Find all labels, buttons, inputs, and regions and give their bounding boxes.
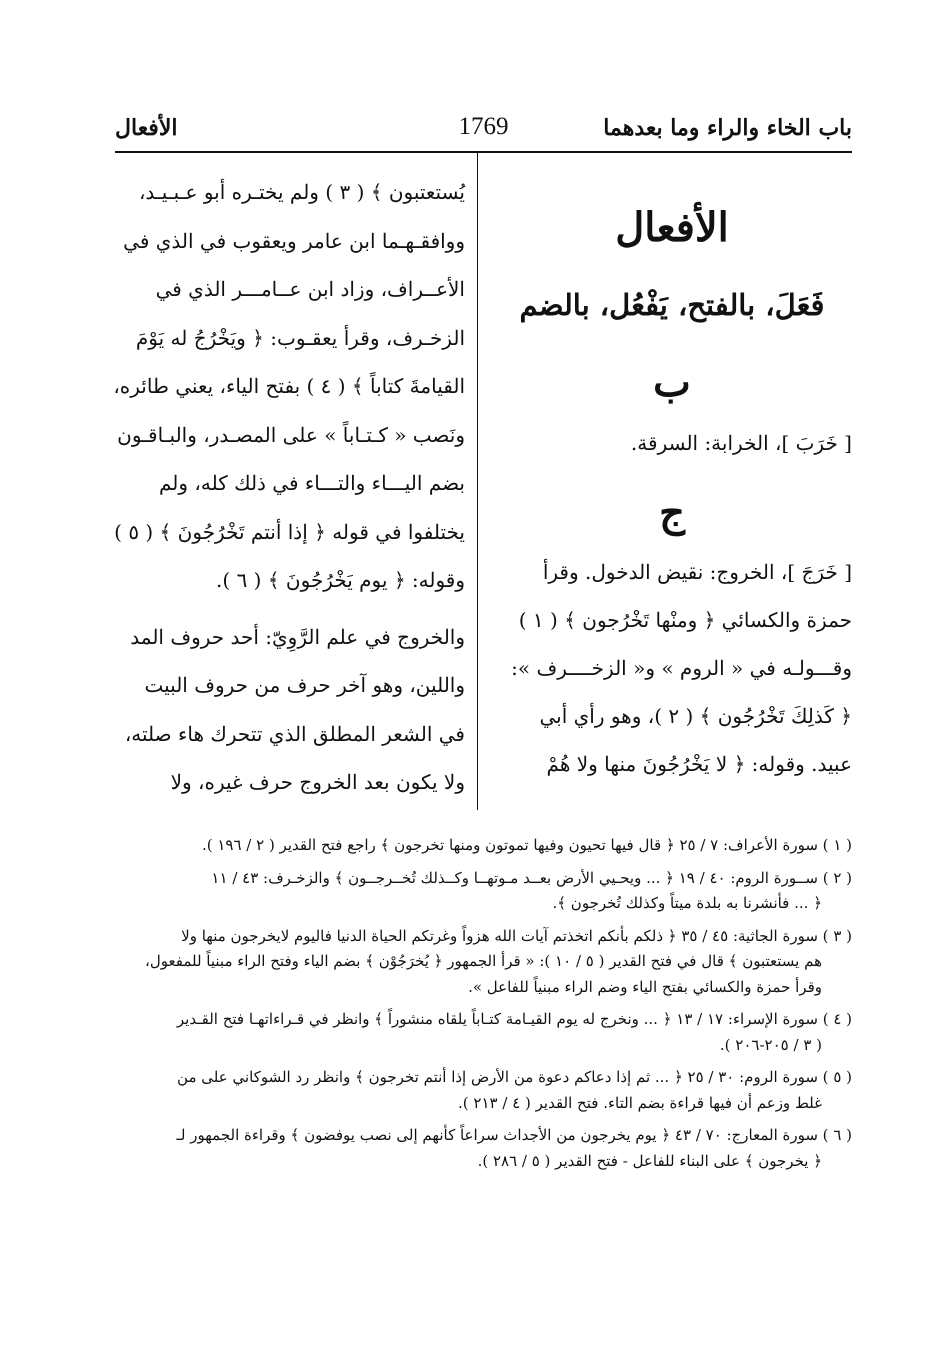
footnote-1: ( ١ ) سورة الأعراف: ٧ / ٢٥ ﴿ قال فيها تحيون وفيها تموتون ومنها تخرجون ﴾ راجع فتح القدير ( ٢ / ١٩٦ ). [201, 836, 852, 854]
footnote-4-cont: ( ٣ / ٢٠٥-٢٠٦ ). [719, 1035, 822, 1054]
entry-kharaj [492, 548, 852, 788]
text-line: القيامةَ كتاباً ﴾ ( ٤ ) بفتح الياء، يعني طائره، [113, 374, 465, 398]
text-line: ووافقـهـما ابن عامر ويعقوب في الذي في [123, 228, 465, 253]
chapter-title: باب الخاء والراء وما بعدهما [603, 115, 852, 141]
footnote-3-cont: هم يستعتبون ﴾ قال في فتح القدير ( ٥ / ١٠ ): « قرأ الجمهور ﴿ يُخرَجُوْن ﴾ بضم الياء وفتح الراء مبنياً للمفعول، [145, 952, 822, 970]
sub-heading: فَعَلَ، بالفتح، يَفْعُل، بالضم [519, 288, 825, 322]
footnote-4: ( ٤ ) سورة الإسراء: ١٧ / ١٣ ﴿ ... ونخرج له يوم القيـامة كتـاباً يلقاه منشوراً ﴾ وانظر في قـراءاتهـا فتح القـدير [176, 1010, 852, 1028]
section-title: الأفعال [115, 115, 178, 141]
footnote-5-cont: غلط وزعم أن فيها قراءة بضم التاء. فتح القدير ( ٤ / ٢١٣ ). [458, 1093, 822, 1112]
footnote-3: ( ٣ ) سورة الجاثية: ٤٥ / ٣٥ ﴿ ذلكم بأنكم اتخذتم آيات الله هزواً وغرتكم الحياة الدنيا فاليوم لايخرجون منها ولا [181, 926, 852, 945]
entry-kharab: [ خَرَبَ ]، الخرابة: السرقة. [630, 431, 852, 455]
right-column [492, 153, 852, 813]
text-line: عبيد. وقوله: ﴿ لا يَخْرُجُونَ منها ولا هُمْ [546, 752, 852, 776]
footnote-3-cont: وقرأ حمزة والكسائي بفتح الياء وضم الراء مبنياً للفاعل ». [468, 977, 822, 996]
footnotes [113, 833, 852, 1174]
page-number: 1769 [458, 113, 509, 140]
footnote-2: ( ٢ ) ســورة الروم: ٤٠ / ١٩ ﴿ ... ويحـيي الأرض بعــد مـوتهــا وكــذلك تُخــرجــون ﴾ والزخـرف: ٤٣ / ١١ [211, 868, 852, 887]
paragraph-start-line: والخروج في علم الرَّوِيّ: أحد حروف المد [130, 624, 465, 649]
text-line: [ خَرَجَ ]، الخروج: نقيض الدخول. وقرأ [542, 560, 852, 584]
text-line: يُستعتبون ﴾ ( ٣ ) ولم يختـره أبو عـبـيـد، [138, 180, 465, 204]
running-header [115, 113, 852, 151]
footnote-6-cont: ﴿ يخرجون ﴾ على البناء للفاعل - فتح القدير ( ٥ / ٢٨٦ ). [477, 1151, 822, 1170]
letter-heading-j: ج [659, 489, 685, 536]
footnote-5: ( ٥ ) سورة الروم: ٣٠ / ٢٥ ﴿ ... ثم إذا دعاكم دعوة من الأرض إذا أنتم تخرجون ﴾ وانظر رد الشوكاني على من [177, 1068, 852, 1086]
text-line: يختلفوا في قوله ﴿ إذا أنتم تَخْرُجُونَ ﴾ ( ٥ ) [114, 519, 465, 544]
main-heading: الأفعال [615, 204, 729, 251]
text-line: ونَصب « كـتـاباً » على المصـدر، والبـاقـون [117, 422, 465, 447]
footnote-6: ( ٦ ) سورة المعارج: ٧٠ / ٤٣ ﴿ يوم يخرجون من الأجداث سراعاً كأنهم إلى نصب يوفضون ﴾ وقراءة الجمهور لـ [176, 1126, 852, 1144]
text-line: وقـــولـه في « الروم » و« الزخــــرف »: [511, 656, 852, 680]
text-line: ﴿ كَذلِكَ تَخْرُجُون ﴾ ( ٢ )، وهو رأي أبي [539, 704, 852, 728]
text-line: ولا يكون بعد الخروج حرف غيره، ولا [170, 770, 465, 794]
letter-heading-b: ب [653, 359, 691, 406]
text-line: حمزة والكسائي ﴿ ومنْها تَخْرُجون ﴾ ( ١ ) [518, 608, 852, 632]
text-line: الزخـرف، وقرأ يعقـوب: ﴿ ويَخْرُجُ له يَوْمَ [135, 325, 465, 350]
left-column [113, 168, 465, 818]
text-line: واللين، وهو آخر حرف من حروف البيت [144, 673, 465, 697]
text-line: بضم اليـــاء والتـــاء في ذلك كله، ولم [158, 471, 465, 495]
text-line: الأعــراف، وزاد ابن عــامـــر الذي في [155, 277, 465, 301]
text-line: وقوله: ﴿ يوم يَخْرُجُونَ ﴾ ( ٦ ). [216, 568, 465, 592]
footnote-2-cont: ﴿ ... فأنشرنا به بلدة ميتاً وكذلك تُخرجون ﴾. [552, 894, 822, 912]
text-line: في الشعر المطلق الذي تتحرك هاء صلته، [124, 721, 465, 746]
column-divider [477, 153, 478, 810]
